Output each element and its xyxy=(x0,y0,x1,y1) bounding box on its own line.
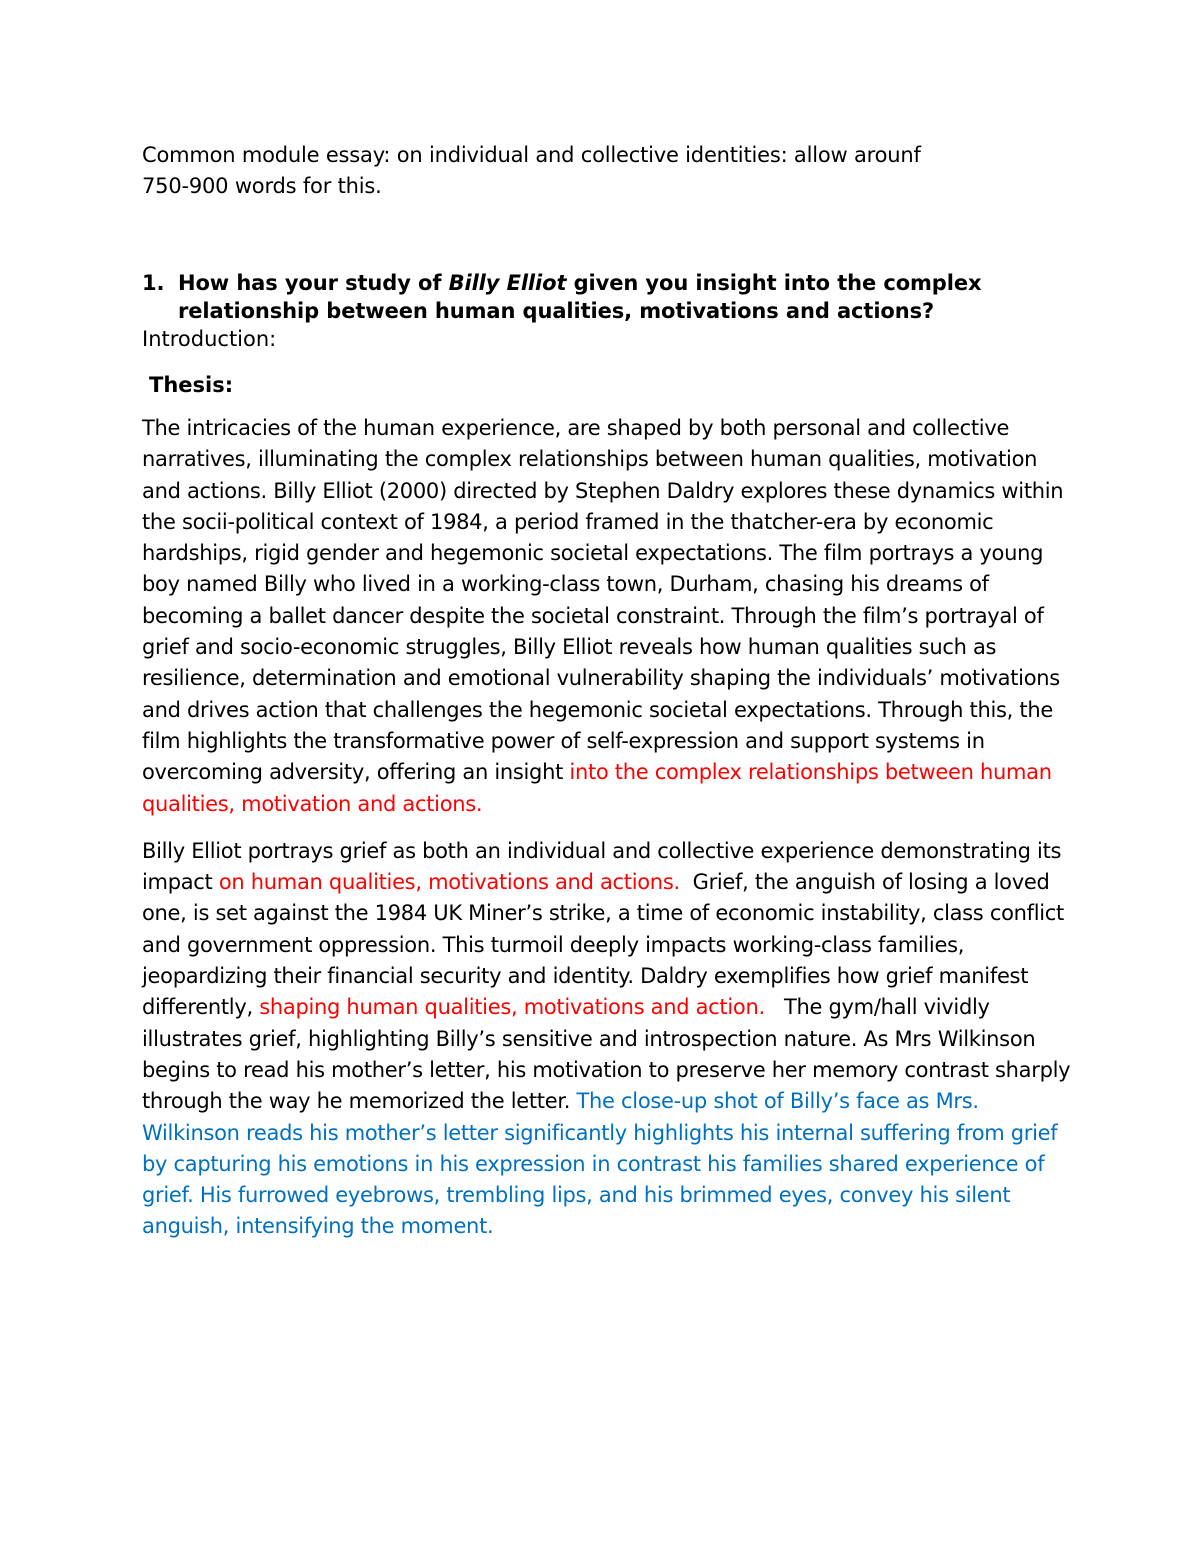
assignment-note xyxy=(142,140,1072,202)
question-film-title: Billy Elliot xyxy=(448,271,567,295)
paragraph-body-analysis: The close-up shot of Billy’s face as Mrs. Wilkinson reads his mother’s letter significantly highlights his internal suffering from grief by capturing his emotions in his expression in contrast his families shared experience of grief. His furrowed eyebrows, trembling lips, and his brimmed eyes, convey his silent anguish, intensifying the moment. xyxy=(142,1089,1058,1239)
assignment-note-line-1: Common module essay: on individual and collective identities: allow arounf xyxy=(142,143,921,167)
paragraph-thesis-highlight: into the complex relationships between human qualities, motivation and actions. xyxy=(142,760,1052,816)
paragraph-body-text-1: Billy Elliot portrays grief as both an individual and collective experience demonstrating its impact xyxy=(142,838,1062,895)
introduction-label: Introduction: xyxy=(142,327,277,351)
question-text-after: given you insight into the complex relationship between human qualities, motivations and actions? xyxy=(178,271,982,323)
question-number: 1. xyxy=(142,271,165,295)
essay-question-list xyxy=(142,269,1072,325)
essay-question xyxy=(142,269,1072,325)
paragraph-thesis xyxy=(142,413,1072,820)
paragraph-body-highlight-2: shaping human qualities, motivations and action. xyxy=(259,995,765,1020)
question-text-before: How has your study of xyxy=(178,271,449,295)
document-page xyxy=(142,140,1077,1243)
paragraph-body-text-3: The gym/hall vividly illustrates grief, highlighting Billy’s sensitive and introspection nature. As Mrs Wilkinson begins to read his mother’s letter, his motivation to preserve her memory contrast sharply through the way he memorized the letter. xyxy=(142,995,1077,1114)
paragraph-body-highlight-1: on human qualities, motivations and actions. xyxy=(218,870,680,895)
paragraph-thesis-text: The intricacies of the human experience, are shaped by both personal and collective narratives, illuminating the complex relationships between human qualities, motivation and actions. Billy Elliot (2000) directed by Stephen Daldry explores these dynamics within the socii-political context of 1984, a period framed in the thatcher-era by economic hardships, rigid gender and hegemonic societal expectations. The film portrays a young boy named Billy who lived in a working-class town, Durham, chasing his dreams of becoming a ballet dancer despite the societal constraint. Through the film’s portrayal of grief and socio-economic struggles, Billy Elliot reveals how human qualities such as resilience, determination and emotional vulnerability shaping the individuals’ motivations and drives action that challenges the hegemonic societal expectations. Through this, the film highlights the transformative power of self-expression and support systems in overcoming adversity, offering an insight xyxy=(142,416,1064,785)
assignment-note-line-2: 750-900 words for this. xyxy=(142,174,382,198)
paragraph-body-text-2: Grief, the anguish of losing a loved one, is set against the 1984 UK Miner’s strike, a time of economic instability, class conflict and government oppression. This turmoil deeply impacts working-class families, jeopardizing their financial security and identity. Daldry exemplifies how grief manifest differently, xyxy=(142,870,1071,1020)
paragraph-body xyxy=(142,836,1077,1243)
thesis-label: Thesis: xyxy=(149,373,234,397)
